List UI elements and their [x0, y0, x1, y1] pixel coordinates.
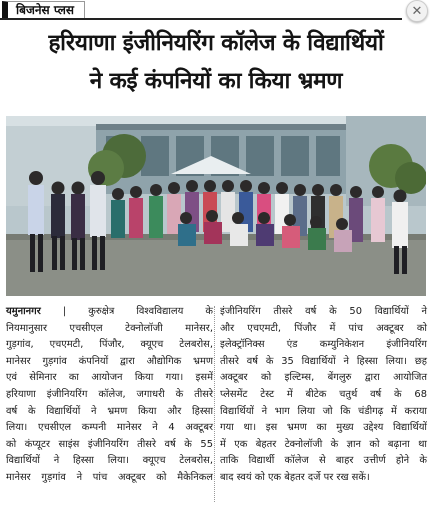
article-line: में एक बेहतर टेक्नोलॉजी के ज्ञान को बढ़ाना था: [220, 438, 427, 450]
article-line: एवं सेमिनार का आयोजन किया गया। इसमें: [6, 372, 213, 384]
article-line: [6, 304, 213, 321]
headline: [6, 24, 426, 100]
section-rule: [0, 18, 402, 20]
column-divider: [214, 306, 215, 502]
top-bar: [0, 0, 432, 20]
article-line: इंजीनियरिंग तीसरे वर्ष के 50 विद्यार्थियों ने: [220, 306, 427, 317]
article-line-text: | कुरुक्षेत्र विश्वविद्यालय के: [62, 306, 213, 317]
article-line: विद्यार्थियों ने हिस्सा लिया। क्यूएच टेलबरोस,: [6, 455, 213, 467]
group-photo: [6, 116, 426, 296]
dateline: यमुनानगर: [6, 306, 41, 317]
headline-line-2: ने कई कंपनियों का किया भ्रमण: [89, 68, 343, 94]
article-line: मानेसर गुड़गांव ने पांच अक्टूबर को मैकेनिकल: [6, 471, 213, 483]
close-icon: ✕: [411, 3, 423, 19]
article-line: और एचएमटी, पिंजौर में पांच अक्टूबर को: [220, 322, 427, 334]
close-button[interactable]: [406, 0, 428, 22]
article-line: लिया। एचसीएल कम्पनी मानेसर ने 4 अक्टूबर: [6, 422, 213, 434]
article-line: तीसरे वर्ष के 35 विद्यार्थियों ने हिस्सा लिया। छह: [220, 355, 427, 367]
article-line: गुड़गांव, एचएमटी, पिंजौर, क्यूएच टेलबरोस,: [6, 339, 213, 351]
article-line: विद्यार्थियों ने भाग लिया जो कि चंडीगढ़ में कराया: [220, 405, 427, 417]
article-line: अक्टूबर को इल्टिम्स, बेंगलुरु द्वारा आयोजित: [220, 372, 427, 384]
headline-line-1: हरियाणा इंजीनियरिंग कॉलेज के विद्यार्थियों: [48, 30, 384, 56]
article-right-column: [220, 304, 427, 487]
article-line: को कंप्यूटर साइंस इंजीनियरिंग तीसरे वर्ष के 55: [6, 438, 213, 450]
article-line: प्लेसमेंट टेस्ट में बीटेक चतुर्थ वर्ष के 68: [220, 388, 427, 400]
article-line: मानेसर गुड़गांव कंपनियों द्वारा औद्योगिक भ्रमण: [6, 355, 213, 367]
article-left-column: [6, 304, 213, 487]
article-line: हरियाणा इंजीनियरिंग कॉलेज, जगाधरी के तीसरे: [6, 388, 213, 400]
group-photo-illustration: [6, 116, 426, 296]
article-line: बाद स्वयं को एक बेहतर दर्जे पर रख सकें।: [220, 471, 370, 483]
article-line: गया था। इस भ्रमण का मुख्य उद्देश्य विद्यार्थियों: [220, 422, 427, 434]
article-line: नियमानुसार एचसीएल टेक्नोलॉजी मानेसर,: [6, 322, 213, 334]
section-tag: बिजनेस प्लस: [2, 1, 85, 19]
article-line: ताकि विद्यार्थी कॉलेज से बाहर उत्तीर्ण होने के: [220, 455, 427, 467]
article-line: वर्ष के विद्यार्थियों ने भ्रमण किया और हिस्सा: [6, 405, 213, 417]
article-line: इलेक्ट्रॉनिक्स एंड कम्युनिकेशन इंजीनियरिंग: [220, 339, 427, 351]
